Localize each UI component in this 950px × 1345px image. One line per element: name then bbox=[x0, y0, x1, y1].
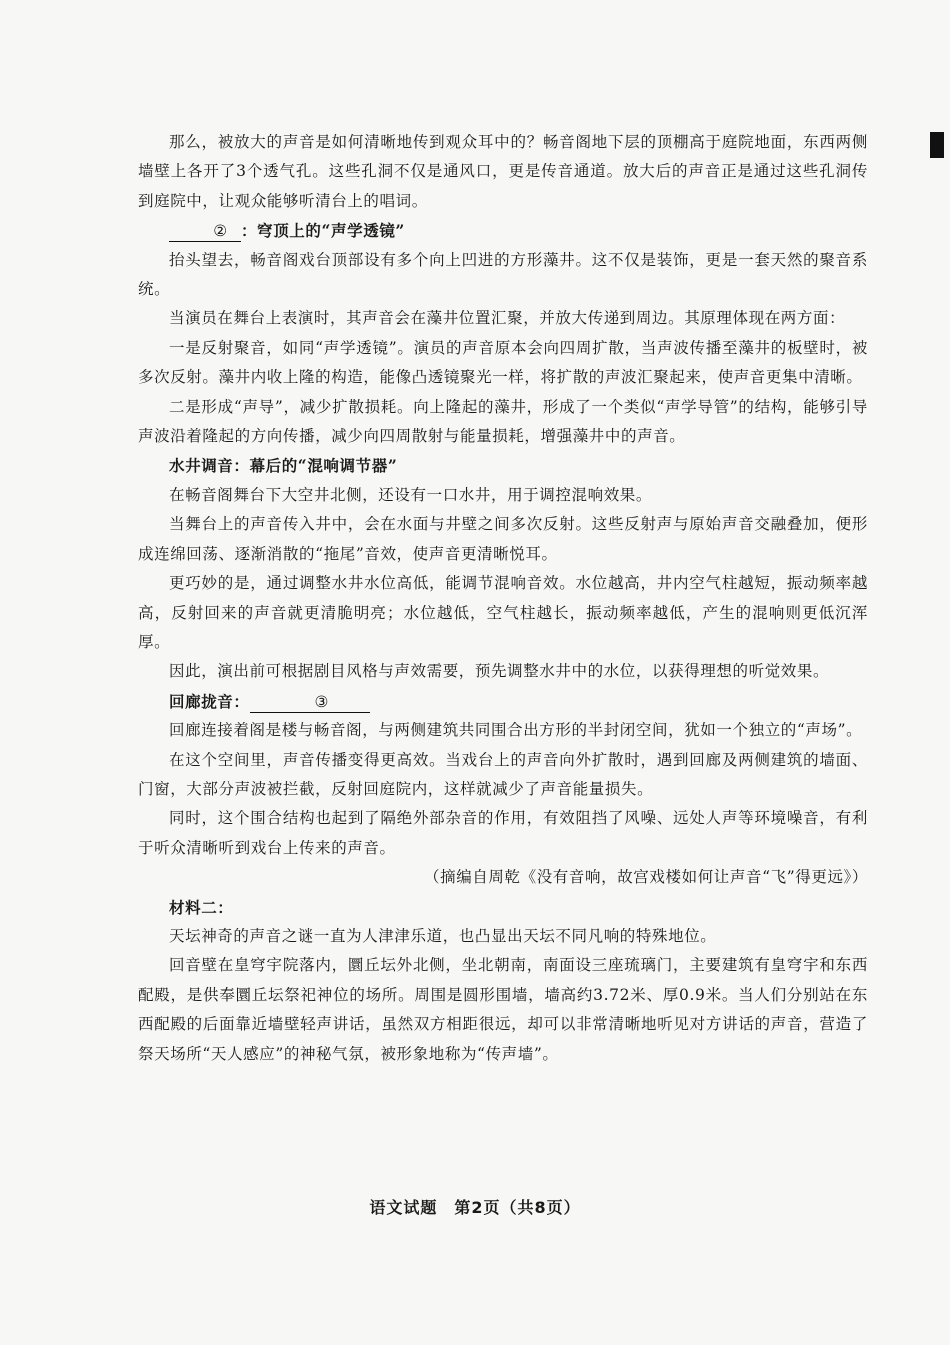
paragraph-water-well-reflection: 当舞台上的声音传入井中，会在水面与井壁之间多次反射。这些反射声与原始声音交融叠加，便形成连绵回荡、逐渐消散的“拖尾”音效，使声音更清晰悦耳。 bbox=[138, 515, 868, 563]
answer-blank-2[interactable]: ② bbox=[169, 221, 241, 242]
article-body bbox=[138, 128, 868, 1069]
paragraph-echo-wall: 回音壁在皇穹宇院落内，圜丘坛外北侧，坐北朝南，南面设三座琉璃门，主要建筑有皇穹宇和东西配殿，是供奉圜丘坛祭祀神位的场所。周围是圆形围墙，墙高约3.72米、厚0.9米。当人们分别站在东西配殿的后面靠近墙壁轻声讲话，虽然双方相距很远，却可以非常清晰地听见对方讲话的声音，营造了祭天场所“天人感应”的神秘气氛，被形象地称为“传声墙”。 bbox=[138, 956, 868, 1063]
page-footer: 语文试题 第2页（共8页） bbox=[369, 1198, 581, 1217]
paragraph-sound-transmission: 那么，被放大的声音是如何清晰地传到观众耳中的？畅音阁地下层的顶棚高于庭院地面，东西两侧墙壁上各开了3个透气孔。这些孔洞不仅是通风口，更是传音通道。放大后的声音正是通过这些孔洞传到庭院中，让观众能够听清台上的唱词。 bbox=[138, 133, 868, 210]
section-heading-water-well: 水井调音：幕后的“混响调节器” bbox=[169, 456, 398, 476]
paragraph-sound-guide: 二是形成“声导”，减少扩散损耗。向上隆起的藻井，形成了一个类似“声学导管”的结构，能够引导声波沿着隆起的方向传播，减少向四周散射与能量损耗，增强藻井中的声音。 bbox=[138, 397, 868, 446]
paragraph-corridor-noise: 同时，这个围合结构也起到了隔绝外部杂音的作用，有效阻挡了风噪、远处人声等环境噪音，有利于听众清晰听到戏台上传来的声音。 bbox=[138, 809, 868, 857]
source-citation: （摘编自周乾《没有音响，故宫戏楼如何让声音“飞”得更远》） bbox=[424, 868, 868, 887]
paragraph-caisson-principle: 当演员在舞台上表演时，其声音会在藻井位置汇聚，并放大传递到周边。其原理体现在两方面： bbox=[169, 309, 846, 328]
section-heading-caisson bbox=[138, 216, 868, 245]
paragraph-water-well-location: 在畅音阁舞台下大空井北侧，还设有一口水井，用于调控混响效果。 bbox=[169, 485, 653, 504]
answer-blank-3[interactable]: ③ bbox=[250, 692, 370, 713]
section-heading-caisson-text: ：穹顶上的“声学透镜” bbox=[241, 221, 405, 241]
paragraph-water-level-adjust: 因此，演出前可根据剧目风格与声效需要，预先调整水井中的水位，以获得理想的听觉效果。 bbox=[169, 662, 830, 681]
paragraph-caisson-intro: 抬头望去，畅音阁戏台顶部设有多个向上凹进的方形藻井。这不仅是装饰，更是一套天然的聚音系统。 bbox=[138, 250, 868, 299]
section-heading-corridor bbox=[138, 687, 868, 716]
material-2-label: 材料二： bbox=[169, 897, 234, 917]
paragraph-corridor-enclosure: 回廊连接着阁是楼与畅音阁，与两侧建筑共同围合出方形的半封闭空间，犹如一个独立的“声场”。 bbox=[169, 721, 863, 740]
scan-edge-mark bbox=[930, 132, 944, 158]
section-heading-corridor-label: 回廊拢音： bbox=[169, 691, 250, 711]
paragraph-reflection-focusing: 一是反射聚音，如同“声学透镜”。演员的声音原本会向四周扩散，当声波传播至藻井的板壁时，被多次反射。藻井内收上隆的构造，能像凸透镜聚光一样，将扩散的声波汇聚起来，使声音更集中清晰。 bbox=[138, 338, 868, 387]
paragraph-water-level: 更巧妙的是，通过调整水井水位高低，能调节混响音效。水位越高，井内空气柱越短，振动频率越高，反射回来的声音就更清脆明亮；水位越低，空气柱越长，振动频率越低，产生的混响则更低沉浑厚。 bbox=[138, 574, 868, 651]
paragraph-corridor-efficiency: 在这个空间里，声音传播变得更高效。当戏台上的声音向外扩散时，遇到回廊及两侧建筑的墙面、门窗，大部分声波被拦截，反射回庭院内，这样就减少了声音能量损失。 bbox=[138, 750, 868, 798]
paragraph-temple-of-heaven: 天坛神奇的声音之谜一直为人津津乐道，也凸显出天坛不同凡响的特殊地位。 bbox=[169, 926, 717, 945]
